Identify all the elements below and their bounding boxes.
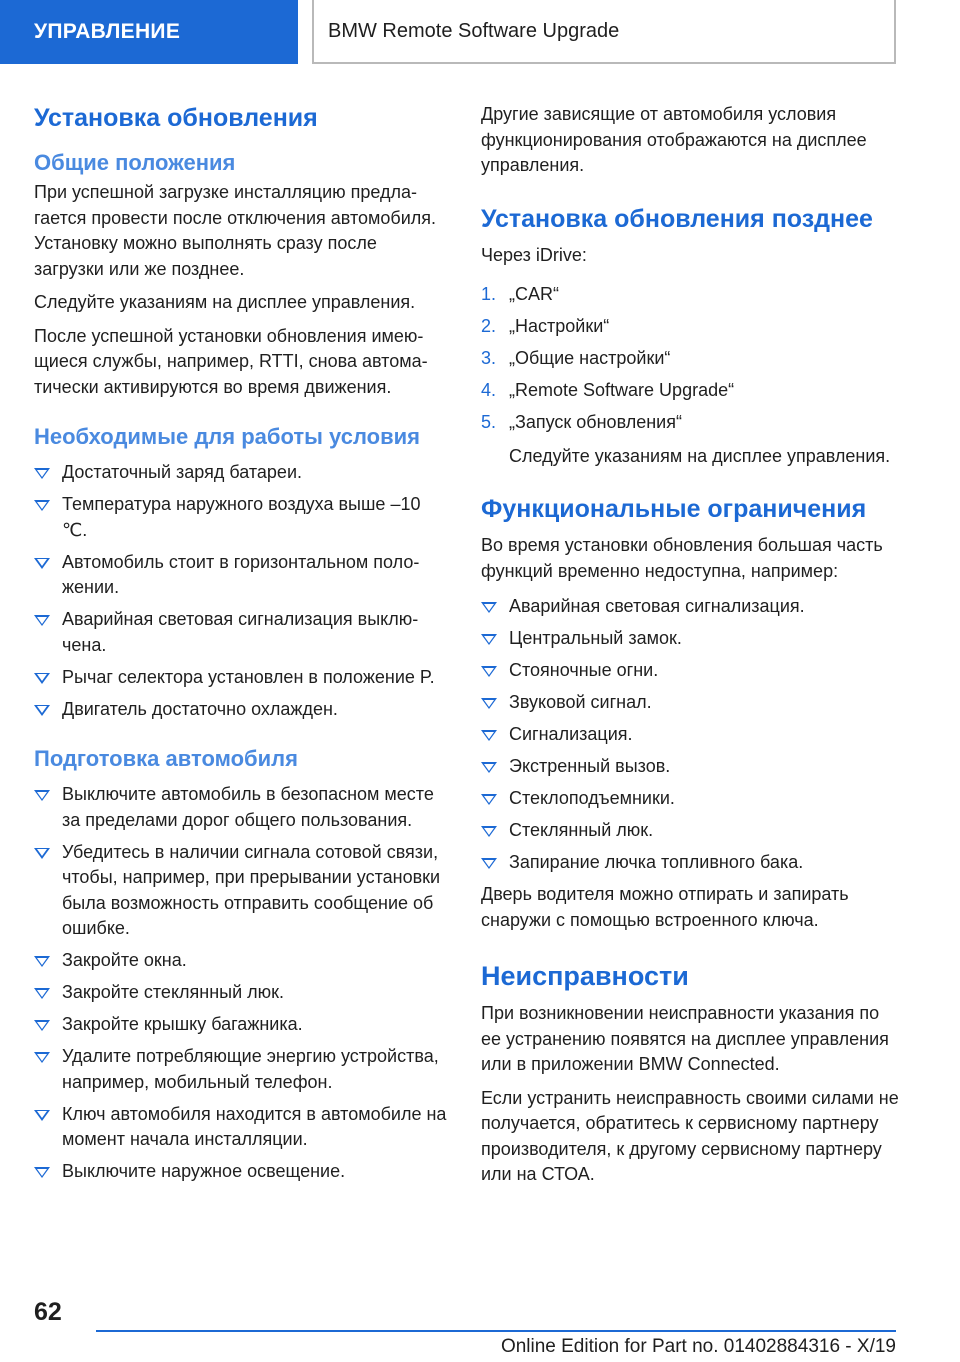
bullet-triangle-icon [481,602,497,613]
list-item: Сигнализация. [481,722,899,748]
list-item: Рычаг селектора установлен в положение P. [34,665,448,691]
bullet-triangle-icon [481,698,497,709]
paragraph: Следуйте указаниям на дисплее управления. [34,292,416,312]
page-number: 62 [34,1298,62,1326]
bullet-triangle-icon [34,615,50,626]
list-item: Аварийная световая сигнализация. [481,594,899,620]
paragraph: При возникновении неисправности указания по ее устранению появятся на дисплее управления или в приложении BMW Connected. [481,1003,889,1074]
list-item: Достаточный заряд батареи. [34,460,448,486]
list-item: Закройте окна. [34,948,448,974]
step-item: 5. „Запуск обновления“ [481,412,682,432]
prep-heading: Подготовка автомобиля [34,746,298,771]
step-item: 3. „Общие настройки“ [481,348,671,368]
list-item: Стояночные огни. [481,658,899,684]
bullet-triangle-icon [34,705,50,716]
step-item: 4. „Remote Software Upgrade“ [481,380,735,400]
bullet-triangle-icon [481,826,497,837]
bullet-triangle-icon [34,1110,50,1121]
bullet-triangle-icon [34,673,50,684]
list-item: Выключите наружное освещение. [34,1159,448,1185]
page-header [0,0,960,66]
bullet-triangle-icon [34,468,50,479]
prep-list [34,782,448,1185]
later-heading: Установка обновления позднее [481,204,873,233]
list-item: Звуковой сигнал. [481,690,899,716]
list-item: Автомобиль стоит в горизонтальном положении. [34,550,448,601]
list-item: Запирание лючка топливного бака. [481,850,899,876]
list-item: Двигатель достаточно охлажден. [34,697,448,723]
list-item: Удалите потребляющие энергию устройства, например, мобильный телефон. [34,1044,448,1095]
limits-list [481,594,899,876]
bullet-triangle-icon [481,762,497,773]
bullet-triangle-icon [34,500,50,511]
list-item: Температура наружного воздуха выше –10 ℃. [34,492,448,543]
bullet-triangle-icon [34,988,50,999]
bullet-triangle-icon [481,634,497,645]
step-note: Следуйте указаниям на дисплее управления. [509,445,891,466]
list-item: Стеклянный люк. [481,818,899,844]
list-item: Центральный замок. [481,626,899,652]
bullet-triangle-icon [34,956,50,967]
bullet-triangle-icon [34,848,50,859]
step-item: 2. „Настройки“ [481,316,610,336]
list-item: Ключ автомобиля находится в автомобиле на момент начала инсталляции. [34,1102,448,1153]
bullet-triangle-icon [481,794,497,805]
right-column [481,102,899,1196]
footer-divider [96,1330,896,1332]
conditions-heading: Необходимые для работы условия [34,424,420,449]
bullet-triangle-icon [34,1052,50,1063]
paragraph: Другие зависящие от автомобиля условия функционирования отображаются на дисплее управления. [481,104,867,175]
bullet-triangle-icon [481,730,497,741]
section-title: Установка обновления [34,104,318,132]
bullet-triangle-icon [34,790,50,801]
paragraph: После успешной установки обновления имеющиеся службы, например, RTTI, снова автоматически активируются во время движения. [34,325,428,397]
list-item: Аварийная световая сигнализация выключена. [34,607,448,658]
footer-edition: Online Edition for Part no. 01402884316 - X/19 [500,1336,896,1357]
faults-heading: Неисправности [481,961,689,991]
general-heading: Общие положения [34,150,236,175]
paragraph: Через iDrive: [481,244,587,265]
document-title: BMW Remote Software Upgrade [312,0,896,64]
bullet-triangle-icon [34,558,50,569]
bullet-triangle-icon [481,666,497,677]
limits-heading: Функциональные ограничения [481,495,867,523]
section-tab: УПРАВЛЕНИЕ [0,0,298,64]
list-item: Убедитесь в наличии сигнала сотовой связи, чтобы, например, при прерывании установки была возможность отправить сообщение об ошибке. [34,840,448,942]
list-item: Экстренный вызов. [481,754,899,780]
step-item: 1. „CAR“ [481,284,559,304]
paragraph: Если устранить неисправность своими силами не получается, обратитесь к сервисному партнеру производителя, к другому сервисному партнеру или на СТОА. [481,1087,899,1184]
bullet-triangle-icon [34,1020,50,1031]
paragraph: Во время установки обновления большая часть функций временно недоступна, например: [481,535,883,581]
steps-list [481,282,899,436]
bullet-triangle-icon [481,858,497,869]
list-item: Стеклоподъемники. [481,786,899,812]
list-item: Выключите автомобиль в безопасном месте за пределами дорог общего пользования. [34,782,448,833]
bullet-triangle-icon [34,1167,50,1178]
left-column [34,102,448,1191]
paragraph: При успешной загрузке инсталляцию предлагается провести после отключения автомобиля. Установку можно выполнять сразу после загрузки или же позднее. [34,182,437,279]
conditions-list [34,460,448,722]
list-item: Закройте стеклянный люк. [34,980,448,1006]
list-item: Закройте крышку багажника. [34,1012,448,1038]
paragraph: Дверь водителя можно отпирать и запирать снаружи с помощью встроенного ключа. [481,884,849,930]
